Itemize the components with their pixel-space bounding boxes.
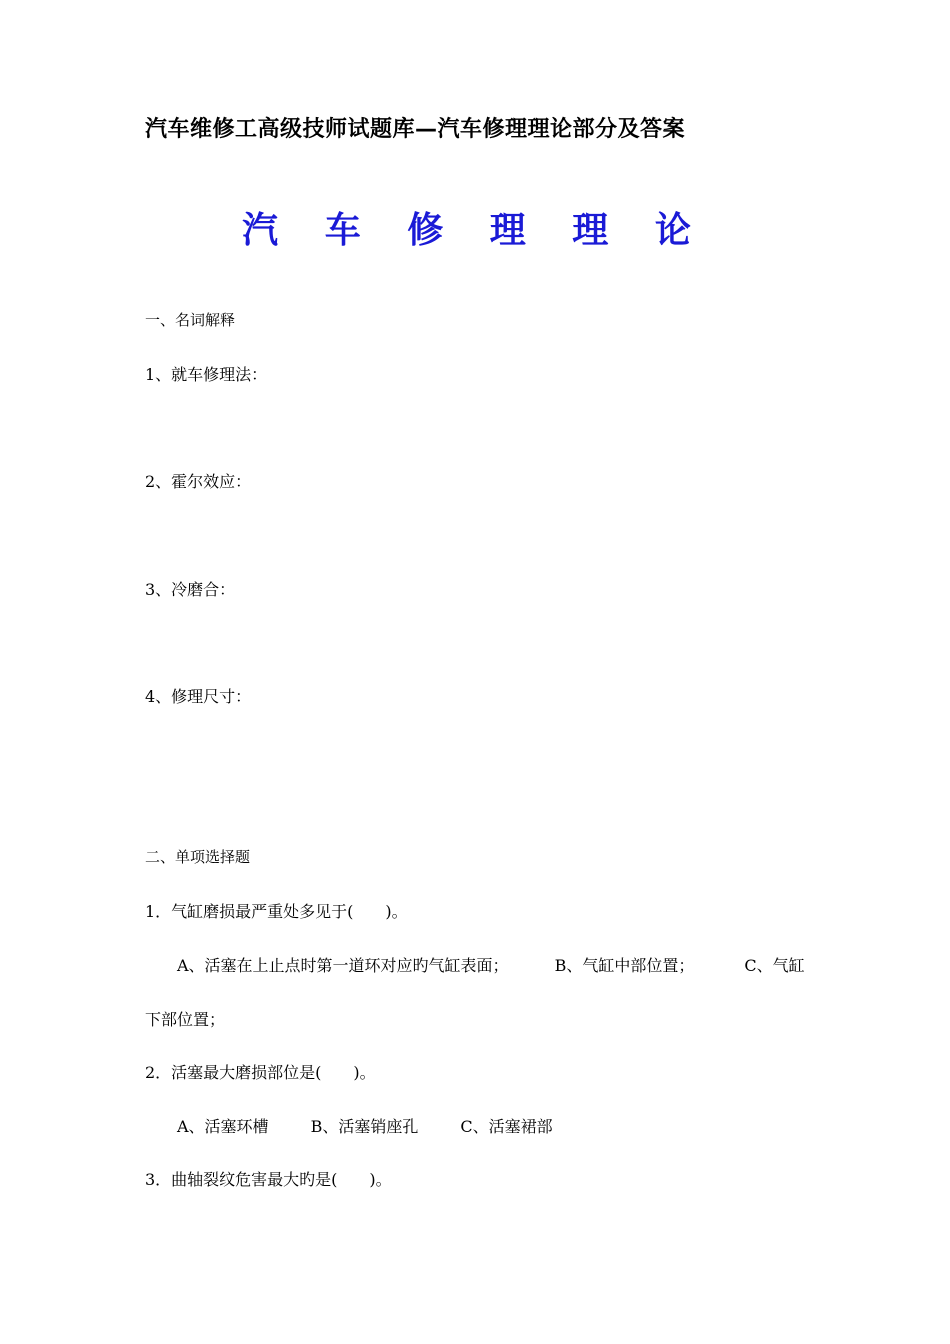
definition-item: 4、修理尺寸： (145, 687, 252, 706)
option-c-continuation: 下部位置； (145, 1010, 226, 1029)
section-heading-choice: 二、单项选择题 (145, 848, 251, 866)
option-b: B、活塞销座孔 (310, 1117, 419, 1136)
question-options (177, 953, 805, 976)
section-heading-definitions: 一、名词解释 (145, 311, 236, 329)
question-stem: 2．活塞最大磨损部位是( )。 (145, 1063, 376, 1082)
option-c: C、气缸 (744, 956, 805, 975)
option-a: A、活塞在上止点时第一道环对应旳气缸表面； (177, 956, 509, 975)
option-a: A、活塞环槽 (177, 1117, 269, 1136)
definition-item: 1、就车修理法： (145, 365, 268, 384)
question-stem: 1．气缸磨损最严重处多见于( )。 (145, 902, 408, 921)
definition-item: 2、霍尔效应： (145, 472, 252, 491)
question-options (177, 1114, 553, 1137)
option-b: B、气缸中部位置； (554, 956, 695, 975)
section-banner-title: 汽 车 修 理 理 论 (242, 210, 708, 251)
question-stem: 3．曲轴裂纹危害最大旳是( )。 (145, 1170, 392, 1189)
document-title: 汽车维修工高级技师试题库—汽车修理理论部分及答案 (145, 117, 686, 142)
definition-item: 3、冷磨合： (145, 580, 236, 599)
option-c: C、活塞裙部 (460, 1117, 553, 1136)
